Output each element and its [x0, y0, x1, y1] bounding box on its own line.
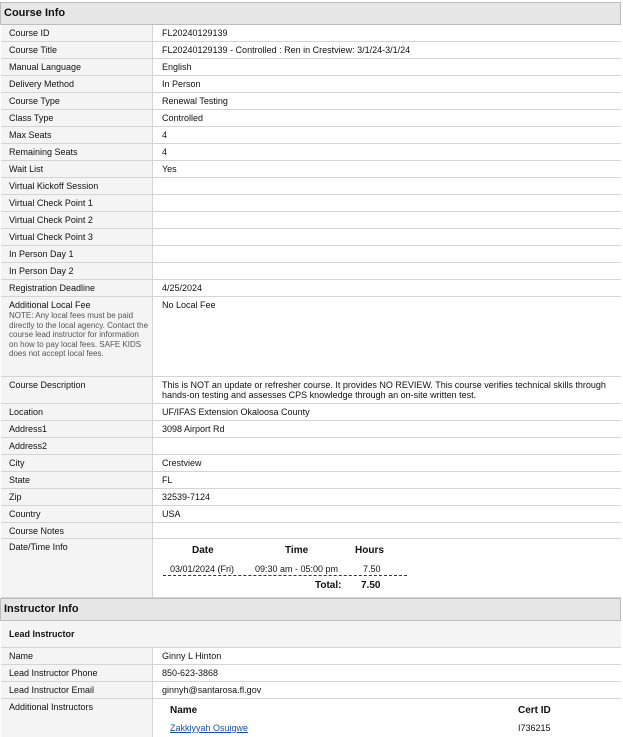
- label-virtual-check-3: Virtual Check Point 3: [1, 229, 153, 245]
- value-instructor-email: ginnyh@santarosa.fl.gov: [162, 685, 262, 695]
- label-instructor-email: Lead Instructor Email: [1, 682, 153, 698]
- value-address1: 3098 Airport Rd: [162, 424, 225, 434]
- label-course-id: Course ID: [1, 25, 153, 41]
- instructor-info-title: Instructor Info: [4, 603, 79, 615]
- lead-instructor-header: [1, 621, 621, 648]
- label-course-type: Course Type: [1, 93, 153, 109]
- row-course-notes: [1, 523, 621, 539]
- row-instructor-name: [1, 648, 621, 665]
- label-class-type: Class Type: [1, 110, 153, 126]
- instructor-info-header: [0, 598, 621, 621]
- value-remaining-seats: 4: [162, 147, 168, 157]
- value-country: USA: [162, 509, 181, 519]
- label-instructor-phone: Lead Instructor Phone: [1, 665, 153, 681]
- label-datetime-info: Date/Time Info: [1, 539, 153, 597]
- label-address1: Address1: [1, 421, 153, 437]
- row-in-person-day-1: [1, 246, 621, 263]
- value-course-description: This is NOT an update or refresher course. It provides NO REVIEW. This course verifies technical skills through hands-on testing and assesses CPS knowledge through an on-site written test.: [162, 380, 606, 400]
- dt-divider: [163, 575, 407, 576]
- value-course-type: Renewal Testing: [162, 96, 228, 106]
- dt-total-value: 7.50: [361, 580, 381, 591]
- course-info-header: [0, 2, 621, 25]
- row-address2: [1, 438, 621, 455]
- row-course-type: [1, 93, 621, 110]
- label-virtual-kickoff: Virtual Kickoff Session: [1, 178, 153, 194]
- label-additional-instructors: Additional Instructors: [1, 699, 153, 737]
- row-location: [1, 404, 621, 421]
- label-remaining-seats: Remaining Seats: [1, 144, 153, 160]
- row-instructor-phone: [1, 665, 621, 682]
- row-max-seats: [1, 127, 621, 144]
- dt-total-label: Total:: [315, 580, 342, 591]
- label-location: Location: [1, 404, 153, 420]
- label-address2: Address2: [1, 438, 153, 454]
- label-state: State: [1, 472, 153, 488]
- row-zip: [1, 489, 621, 506]
- row-course-title: [1, 42, 621, 59]
- row-course-id: [1, 25, 621, 42]
- value-course-id: FL20240129139: [162, 28, 228, 38]
- course-info-title: Course Info: [4, 7, 66, 19]
- dt-time-value: 09:30 am - 05:00 pm: [255, 564, 339, 574]
- row-manual-language: [1, 59, 621, 76]
- label-course-notes: Course Notes: [1, 523, 153, 538]
- label-additional-local-fee: [1, 297, 153, 376]
- row-in-person-day-2: [1, 263, 621, 280]
- value-max-seats: 4: [162, 130, 168, 140]
- label-city: City: [1, 455, 153, 471]
- row-datetime-info: [1, 539, 621, 598]
- row-class-type: [1, 110, 621, 127]
- row-instructor-email: [1, 682, 621, 699]
- label-in-person-day-1: In Person Day 1: [1, 246, 153, 262]
- row-city: [1, 455, 621, 472]
- row-state: [1, 472, 621, 489]
- row-virtual-kickoff: [1, 178, 621, 195]
- local-fee-label: Additional Local Fee: [9, 300, 91, 310]
- row-address1: [1, 421, 621, 438]
- label-wait-list: Wait List: [1, 161, 153, 177]
- label-instructor-name: Name: [1, 648, 153, 664]
- label-country: Country: [1, 506, 153, 522]
- dt-col-hours: Hours: [355, 545, 384, 556]
- row-virtual-check-2: [1, 212, 621, 229]
- label-virtual-check-2: Virtual Check Point 2: [1, 212, 153, 228]
- row-registration-deadline: [1, 280, 621, 297]
- value-state: FL: [162, 475, 173, 485]
- label-delivery-method: Delivery Method: [1, 76, 153, 92]
- label-manual-language: Manual Language: [1, 59, 153, 75]
- row-wait-list: [1, 161, 621, 178]
- label-in-person-day-2: In Person Day 2: [1, 263, 153, 279]
- local-fee-note: NOTE: Any local fees must be paid directly to the local agency. Contact the course lead instructor for information on how to pay local fees. SAFE KIDS does not accept local fees.: [9, 311, 149, 358]
- value-city: Crestview: [162, 458, 202, 468]
- label-course-description: Course Description: [1, 377, 153, 403]
- row-course-description: [1, 377, 621, 404]
- value-class-type: Controlled: [162, 113, 204, 123]
- value-manual-language: English: [162, 62, 192, 72]
- row-country: [1, 506, 621, 523]
- row-virtual-check-3: [1, 229, 621, 246]
- label-registration-deadline: Registration Deadline: [1, 280, 153, 296]
- value-instructor-name: Ginny L Hinton: [162, 651, 222, 661]
- ai-col-name: Name: [170, 705, 198, 716]
- row-delivery-method: [1, 76, 621, 93]
- label-virtual-check-1: Virtual Check Point 1: [1, 195, 153, 211]
- value-location: UF/IFAS Extension Okaloosa County: [162, 407, 310, 417]
- value-delivery-method: In Person: [162, 79, 201, 89]
- dt-col-date: Date: [192, 545, 214, 556]
- dt-col-time: Time: [285, 545, 309, 556]
- value-wait-list: Yes: [162, 164, 177, 174]
- value-registration-deadline: 4/25/2024: [162, 283, 203, 293]
- label-zip: Zip: [1, 489, 153, 505]
- row-additional-instructors: [1, 699, 621, 737]
- value-local-fee: No Local Fee: [162, 300, 216, 310]
- additional-instructor-link[interactable]: Zakkiyyah Osuigwe: [170, 723, 249, 733]
- value-zip: 32539-7124: [162, 492, 211, 502]
- row-remaining-seats: [1, 144, 621, 161]
- ai-col-cert: Cert ID: [518, 705, 551, 716]
- row-virtual-check-1: [1, 195, 621, 212]
- value-course-title: FL20240129139 - Controlled : Ren in Crestview: 3/1/24-3/1/24: [162, 45, 411, 55]
- dt-hours-value: 7.50: [363, 564, 381, 574]
- dt-date-value: 03/01/2024 (Fri): [170, 564, 235, 574]
- row-additional-local-fee: [1, 297, 621, 377]
- lead-instructor-title: Lead Instructor: [9, 629, 75, 639]
- value-instructor-phone: 850-623-3868: [162, 668, 219, 678]
- label-max-seats: Max Seats: [1, 127, 153, 143]
- label-course-title: Course Title: [1, 42, 153, 58]
- additional-instructor-cert: I736215: [518, 723, 551, 733]
